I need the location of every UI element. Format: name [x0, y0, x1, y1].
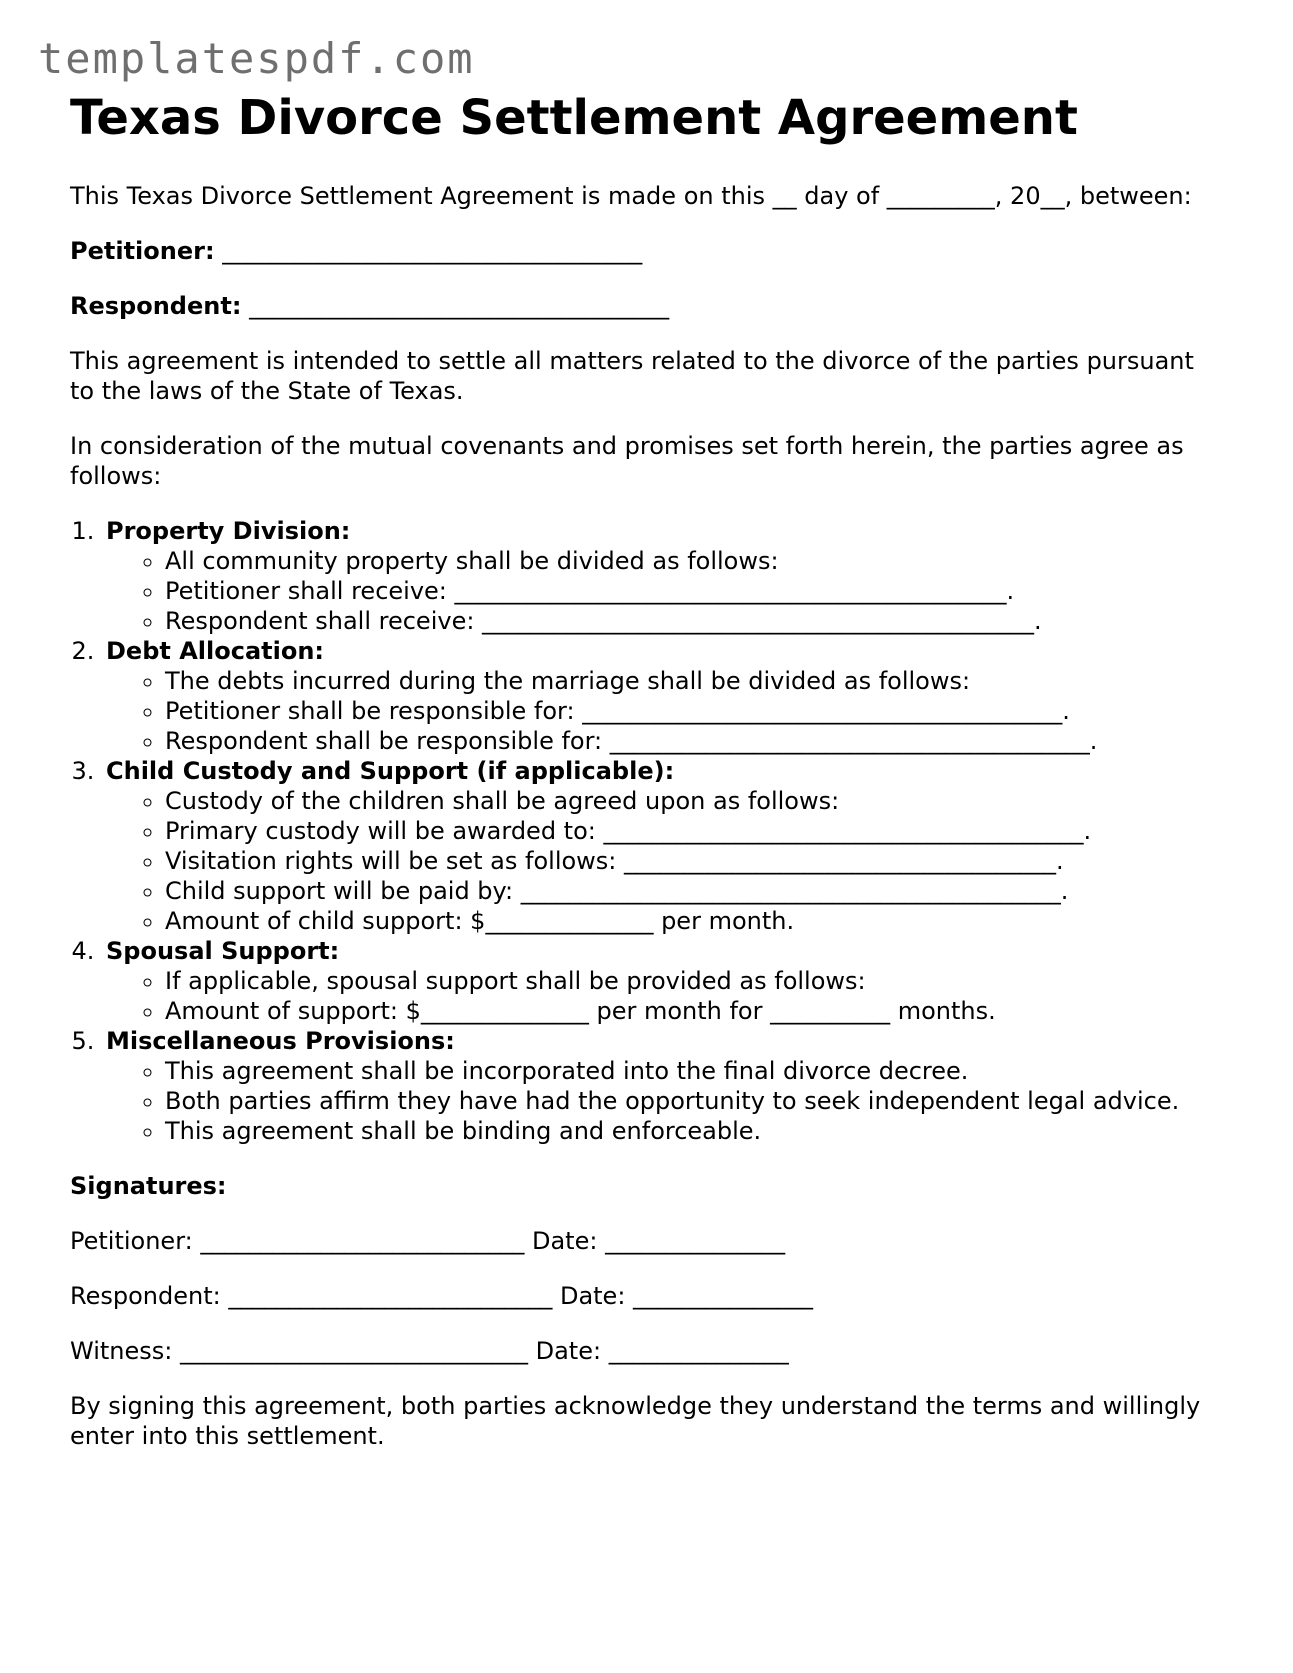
list-item: ◦ Visitation rights will be set as follows: ____________________________________.: [165, 846, 1220, 876]
watermark-text: templatespdf.com: [38, 34, 475, 83]
petitioner-line: [70, 236, 1220, 266]
purpose-paragraph: This agreement is intended to settle all matters related to the divorce of the parties pursuant to the laws of the State of Texas.: [70, 347, 1194, 405]
petitioner-label: Petitioner:: [70, 237, 215, 265]
respondent-label: Respondent:: [70, 292, 242, 320]
section-items: [106, 546, 1220, 636]
list-item: ◦ Custody of the children shall be agreed upon as follows:: [165, 786, 1220, 816]
respondent-line: [70, 291, 1220, 321]
section-debt-allocation: [102, 636, 1220, 756]
section-spousal-support: [102, 936, 1220, 1026]
section-child-custody: [102, 756, 1220, 936]
petitioner-blank: ___________________________________: [222, 237, 643, 265]
section-items: [106, 786, 1220, 936]
list-item: ◦ Child support will be paid by: _____________________________________________.: [165, 876, 1220, 906]
section-property-division: [102, 516, 1220, 636]
closing-paragraph: By signing this agreement, both parties acknowledge they understand the terms and willingly enter into this settlement.: [70, 1392, 1201, 1450]
section-title: Debt Allocation:: [106, 637, 325, 665]
terms-list: [70, 516, 1220, 1146]
intro-paragraph: This Texas Divorce Settlement Agreement is made on this __ day of _________, 20__, between:: [70, 182, 1192, 210]
list-item: ◦ All community property shall be divided as follows:: [165, 546, 1220, 576]
list-item: ◦ Petitioner shall receive: ______________________________________________.: [165, 576, 1220, 606]
list-item: ◦ If applicable, spousal support shall be provided as follows:: [165, 966, 1220, 996]
section-title: Spousal Support:: [106, 937, 340, 965]
signature-line-petitioner: Petitioner: ___________________________ Date: _______________: [70, 1227, 786, 1255]
list-item: ◦ Amount of child support: $______________ per month.: [165, 906, 1220, 936]
document-title: Texas Divorce Settlement Agreement: [70, 90, 1078, 146]
section-title: Miscellaneous Provisions:: [106, 1027, 455, 1055]
list-item: ◦ Petitioner shall be responsible for: ________________________________________.: [165, 696, 1220, 726]
signature-line-respondent: Respondent: ___________________________ Date: _______________: [70, 1282, 814, 1310]
section-title: Property Division:: [106, 517, 351, 545]
section-items: [106, 666, 1220, 756]
document-page: [70, 88, 1220, 1451]
list-item: ◦ This agreement shall be binding and enforceable.: [165, 1116, 1220, 1146]
signatures-heading: Signatures:: [70, 1172, 227, 1200]
section-title: Child Custody and Support (if applicable):: [106, 757, 675, 785]
signature-line-witness: Witness: _____________________________ Date: _______________: [70, 1337, 789, 1365]
list-item: ◦ This agreement shall be incorporated into the final divorce decree.: [165, 1056, 1220, 1086]
list-item: ◦ The debts incurred during the marriage shall be divided as follows:: [165, 666, 1220, 696]
list-item: ◦ Respondent shall receive: ______________________________________________.: [165, 606, 1220, 636]
section-items: [106, 1056, 1220, 1146]
consideration-paragraph: In consideration of the mutual covenants and promises set forth herein, the parties agree as follows:: [70, 432, 1184, 490]
list-item: ◦ Primary custody will be awarded to: ________________________________________.: [165, 816, 1220, 846]
respondent-blank: ___________________________________: [249, 292, 670, 320]
list-item: ◦ Amount of support: $______________ per month for __________ months.: [165, 996, 1220, 1026]
list-item: ◦ Respondent shall be responsible for: ________________________________________.: [165, 726, 1220, 756]
list-item: ◦ Both parties affirm they have had the opportunity to seek independent legal advice.: [165, 1086, 1220, 1116]
section-miscellaneous: [102, 1026, 1220, 1146]
section-items: [106, 966, 1220, 1026]
